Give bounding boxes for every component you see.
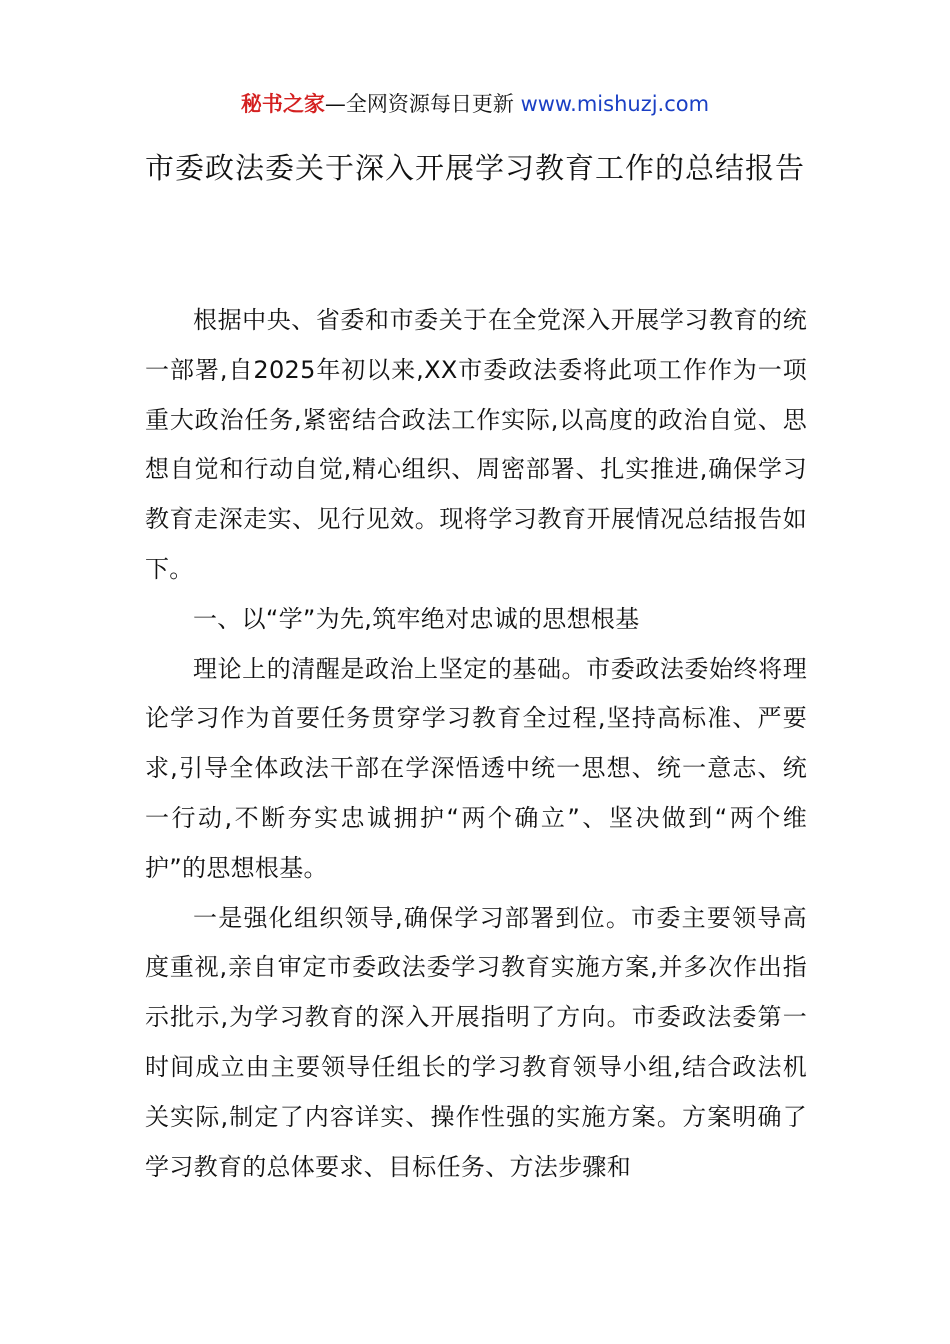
- site-url-link[interactable]: www.mishuzj.com: [520, 92, 710, 116]
- brand-name: 秘书之家: [240, 92, 325, 116]
- document-body: [145, 296, 807, 1192]
- document-title: 市委政法委关于深入开展学习教育工作的总结报告: [144, 151, 805, 185]
- section-1-paragraph: 理论上的清醒是政治上坚定的基础。市委政法委始终将理论学习作为首要任务贯穿学习教育全过程,坚持高标准、严要求,引导全体政法干部在学深悟透中统一思想、统一意志、统一行动,不断夯实忠诚拥护“两个确立”、坚决做到“两个维护”的思想根基。: [145, 654, 807, 882]
- intro-paragraph: 根据中央、省委和市委关于在全党深入开展学习教育的统一部署,自2025年初以来,XX市委政法委将此项工作作为一项重大政治任务,紧密结合政法工作实际,以高度的政治自觉、思想自觉和行动自觉,精心组织、周密部署、扎实推进,确保学习教育走深走实、见行见效。现将学习教育开展情况总结报告如下。: [145, 306, 807, 583]
- header-tagline: —全网资源每日更新: [324, 92, 521, 116]
- site-header: [0, 88, 950, 120]
- subsection-1-paragraph: 一是强化组织领导,确保学习部署到位。市委主要领导高度重视,亲自审定市委政法委学习教育实施方案,并多次作出指示批示,为学习教育的深入开展指明了方向。市委政法委第一时间成立由主要领导任组长的学习教育领导小组,结合政法机关实际,制定了内容详实、操作性强的实施方案。方案明确了学习教育的总体要求、目标任务、方法步骤和: [145, 903, 807, 1181]
- section-heading-1: 一、以“学”为先,筑牢绝对忠诚的思想根基: [193, 604, 640, 633]
